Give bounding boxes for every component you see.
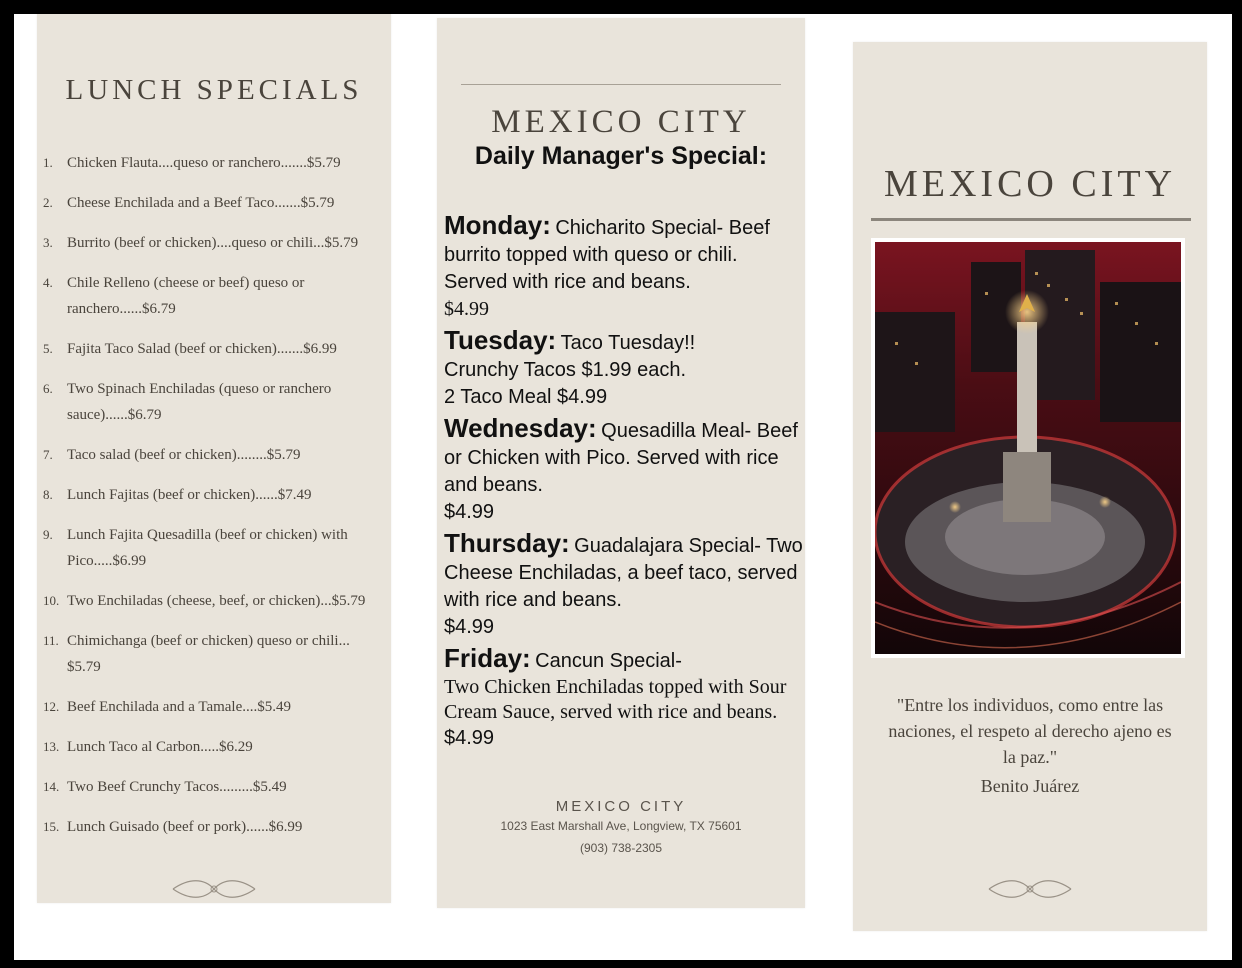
item-number: 6. xyxy=(43,381,53,396)
list-item xyxy=(37,270,379,322)
day-special-friday xyxy=(444,643,804,752)
item-text: Lunch Guisado (beef or pork)......$6.99 xyxy=(67,819,303,835)
day-price: $4.99 xyxy=(444,727,495,749)
list-item xyxy=(37,694,379,720)
divider xyxy=(871,218,1191,221)
day-special-thursday xyxy=(444,528,804,641)
list-item xyxy=(37,482,379,508)
item-number: 7. xyxy=(43,447,53,462)
item-number: 13. xyxy=(43,739,60,754)
divider xyxy=(461,84,781,85)
day-price: $4.99 xyxy=(444,298,489,320)
item-text: Two Spinach Enchiladas (queso or ranchero sauce)......$6.79 xyxy=(67,381,332,423)
list-item xyxy=(37,230,379,256)
list-item xyxy=(37,376,379,428)
daily-special-heading: Daily Manager's Special: xyxy=(474,142,768,170)
list-item xyxy=(37,774,379,800)
quote-author: Benito Juárez xyxy=(980,776,1080,796)
day-price: $4.99 xyxy=(444,616,495,638)
footer-address: 1023 East Marshall Ave, Longview, TX 75601 xyxy=(500,819,742,833)
daily-specials-list xyxy=(444,210,804,754)
item-number: 11. xyxy=(43,633,59,648)
item-text: Chicken Flauta....queso or ranchero.......$5.79 xyxy=(67,155,341,171)
list-item xyxy=(37,814,379,840)
flourish-ornament-icon xyxy=(985,876,1075,902)
day-price: $4.99 xyxy=(444,501,495,523)
day-name: Monday: xyxy=(444,210,551,240)
quote-text: "Entre los individuos, como entre las naciones, el respeto al derecho ajeno es la paz." xyxy=(888,695,1172,767)
item-text: Beef Enchilada and a Tamale....$5.49 xyxy=(67,699,292,715)
contact-footer xyxy=(437,798,805,855)
item-text: Cheese Enchilada and a Beef Taco.......$5.79 xyxy=(67,195,335,211)
day-special-monday xyxy=(444,210,804,323)
monument-photo xyxy=(871,238,1185,658)
item-number: 4. xyxy=(43,275,53,290)
item-text: Two Enchiladas (cheese, beef, or chicken)...$5.79 xyxy=(67,593,366,609)
item-number: 10. xyxy=(43,593,60,608)
item-text: Lunch Taco al Carbon.....$6.29 xyxy=(67,739,253,755)
item-number: 15. xyxy=(43,819,60,834)
footer-restaurant-name: MEXICO CITY xyxy=(555,798,687,815)
item-text: Lunch Fajitas (beef or chicken)......$7.49 xyxy=(67,487,312,503)
list-item xyxy=(37,522,379,574)
day-special-wednesday xyxy=(444,413,804,526)
day-description: Taco Tuesday!! xyxy=(560,332,696,354)
item-text: Chile Relleno (cheese or beef) queso or ranchero......$6.79 xyxy=(67,275,305,317)
item-text: Chimichanga (beef or chicken) queso or chili... $5.79 xyxy=(67,633,350,675)
flourish-ornament-icon xyxy=(169,876,259,902)
item-text: Taco salad (beef or chicken)........$5.79 xyxy=(67,447,301,463)
list-item xyxy=(37,734,379,760)
item-text: Lunch Fajita Quesadilla (beef or chicken) with Pico.....$6.99 xyxy=(67,527,348,569)
angel-of-independence-image xyxy=(875,242,1181,654)
list-item xyxy=(37,336,379,362)
list-item xyxy=(37,442,379,468)
item-number: 5. xyxy=(43,341,53,356)
day-name: Friday: xyxy=(444,643,531,673)
item-text: Fajita Taco Salad (beef or chicken).......$6.99 xyxy=(67,341,337,357)
item-text: Burrito (beef or chicken)....queso or chili...$5.79 xyxy=(67,235,359,251)
item-text: Two Beef Crunchy Tacos.........$5.49 xyxy=(67,779,287,795)
item-number: 12. xyxy=(43,699,60,714)
day-description: Chicharito Special- Beef burrito topped with queso or chili. Served with rice and beans. xyxy=(444,217,770,293)
day-detail: 2 Taco Meal $4.99 xyxy=(444,386,608,408)
day-description: Cancun Special- xyxy=(535,650,682,672)
day-detail: Two Chicken Enchiladas topped with Sour Cream Sauce, served with rice and beans. xyxy=(444,676,787,723)
item-number: 2. xyxy=(43,195,53,210)
brochure-page xyxy=(14,14,1232,960)
restaurant-title: MEXICO CITY xyxy=(491,104,751,140)
day-special-tuesday xyxy=(444,325,804,411)
day-description: Quesadilla Meal- Beef or Chicken with Pico. Served with rice and beans. xyxy=(444,420,798,496)
day-description: Guadalajara Special- Two Cheese Enchiladas, a beef taco, served with rice and beans. xyxy=(444,535,803,611)
list-item xyxy=(37,150,379,176)
item-number: 9. xyxy=(43,527,53,542)
lunch-specials-title: LUNCH SPECIALS xyxy=(65,74,363,106)
item-number: 14. xyxy=(43,779,60,794)
item-number: 1. xyxy=(43,155,53,170)
cover-panel xyxy=(853,42,1207,931)
list-item xyxy=(37,190,379,216)
list-item xyxy=(37,588,379,614)
daily-special-panel xyxy=(437,18,805,908)
day-name: Thursday: xyxy=(444,528,570,558)
day-name: Wednesday: xyxy=(444,413,597,443)
item-number: 8. xyxy=(43,487,53,502)
day-detail: Crunchy Tacos $1.99 each. xyxy=(444,359,687,381)
lunch-specials-list xyxy=(37,150,391,854)
list-item xyxy=(37,628,379,680)
item-number: 3. xyxy=(43,235,53,250)
lunch-specials-panel xyxy=(37,14,391,903)
cover-title: MEXICO CITY xyxy=(883,163,1177,205)
footer-phone: (903) 738-2305 xyxy=(579,841,663,855)
day-name: Tuesday: xyxy=(444,325,557,355)
